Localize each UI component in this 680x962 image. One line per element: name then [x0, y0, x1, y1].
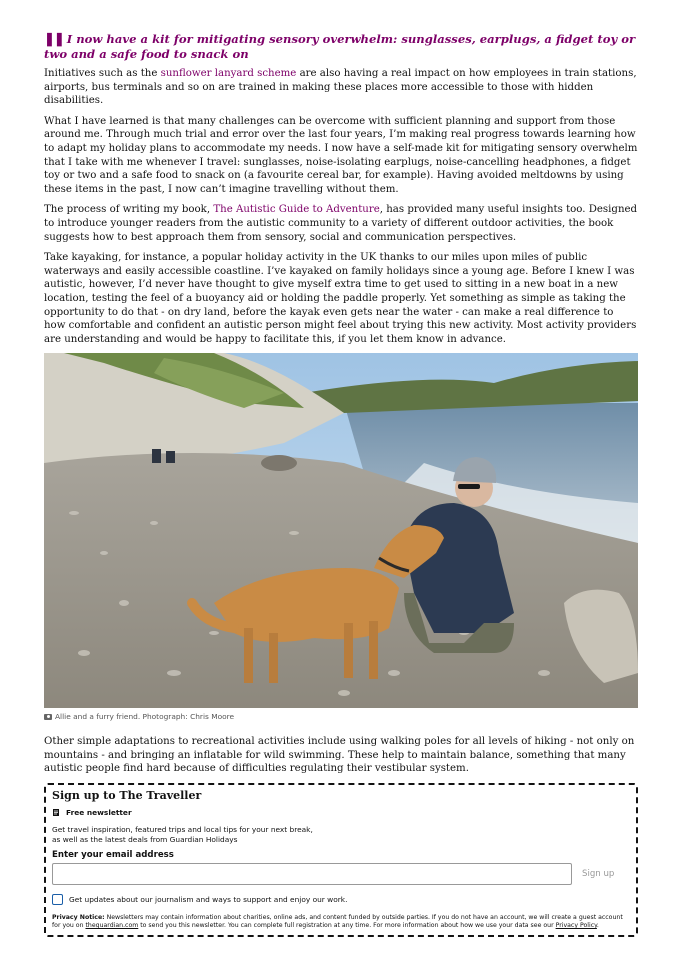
paragraph: Take kayaking, for instance, a popular holiday activity in the UK thanks to our miles upon miles of public waterways and easily accessible coastline. I’ve kayaked on family holidays since a young age. Before I knew I was autistic, however, I’d never have thought to give myself extra time to get used to sitting in a new boat in a new location, testing the feel of a buoyancy aid or holding the paddle properly. Yet something as simple as taking the opportunity to do that - on dry land, before the kayak even gets near the water - can make a real difference to how comfortable and confident an autistic person might feel about trying this new activity. Most activity providers are understanding and would be happy to facilitate this, if you let them know in advance. [44, 252, 637, 345]
paragraph: Other simple adaptations to recreational activities include using walking poles for all levels of hiking - not only on mountains - and bringing an inflatable for wild swimming. These help to maintain balance, something that many autistic people find hard because of difficulties regulating their vestibular system. [44, 736, 635, 775]
paragraph [44, 67, 638, 108]
guardian-link[interactable]: theguardian.com [85, 922, 139, 930]
email-input[interactable] [52, 863, 572, 885]
privacy-text: . [596, 922, 599, 930]
pull-quote-text: I now have a kit for mitigating sensory overwhelm: sunglasses, earplugs, a fidget toy or two and a safe food to snack on [44, 32, 636, 61]
paragraph-text: are also having a real impact on how employees in train stations, airports, bus terminals and so on are trained in making these places more accessible to those with hidden disabilities. [44, 68, 637, 107]
marketing-consent [52, 894, 630, 905]
paragraph-text: , has provided many useful insights too. Designed to introduce younger readers from the autistic community to a variety of different outdoor activities, the book suggests how to best approach them from sensory, social and communication perspectives. [44, 204, 638, 243]
signup-button[interactable]: Sign up [582, 869, 615, 880]
email-row [52, 863, 630, 885]
privacy-text: Newsletters may contain information about charities, online ads, and content funded by outside parties. If you do not have an account, we will create a guest account for you on [52, 914, 623, 930]
marketing-consent-label: Get updates about our journalism and ways to support and enjoy our work. [69, 895, 348, 905]
photo-caption-text: Allie and a furry friend. Photograph: Chris Moore [55, 712, 235, 722]
camera-icon [44, 714, 52, 720]
article-photo [44, 353, 638, 708]
newsletter-icon [52, 808, 60, 817]
newsletter-badge [52, 808, 630, 817]
marketing-consent-checkbox[interactable] [52, 894, 63, 905]
article-content [44, 32, 638, 937]
newsletter-signup [44, 783, 638, 937]
privacy-text: to send you this newsletter. You can complete full registration at any time. For more information about how we use your data see our [138, 922, 556, 930]
paragraph-text: The process of writing my book, [44, 204, 214, 216]
privacy-heading: Privacy Notice: [52, 914, 105, 922]
newsletter-badge-text: Free newsletter [66, 808, 132, 818]
paragraph [44, 203, 638, 244]
book-link[interactable]: The Autistic Guide to Adventure [213, 204, 380, 216]
beach-photo-illustration [44, 353, 638, 708]
email-label: Enter your email address [52, 850, 174, 861]
paragraph: What I have learned is that many challenges can be overcome with sufficient planning and support from those around me. Through much trial and error over the last four years, I’m making real progress towards learning how to adapt my holiday plans to accommodate my needs. I now have a self-made kit for mitigating sensory overwhelm that I take with me whenever I travel: sunglasses, noise-isolating earplugs, noise-cancelling headphones, a fidget toy or two and a safe food to snack on (a favourite cereal bar, for example). Having avoided meltdowns by using these items in the past, I now can’t imagine travelling without them. [44, 115, 638, 195]
privacy-notice [52, 914, 630, 931]
privacy-policy-link[interactable]: Privacy Policy [555, 922, 597, 930]
pull-quote [44, 32, 638, 61]
newsletter-title: Sign up to The Traveller [52, 789, 202, 803]
sunflower-lanyard-link[interactable]: sunflower lanyard scheme [160, 68, 297, 79]
quote-icon: ❚❚ [44, 32, 64, 47]
newsletter-description: Get travel inspiration, featured trips and local tips for your next break, as well as the latest deals from Guardian Holidays [52, 825, 313, 844]
paragraph-text: Initiatives such as the [44, 68, 161, 79]
photo-caption [44, 712, 638, 721]
